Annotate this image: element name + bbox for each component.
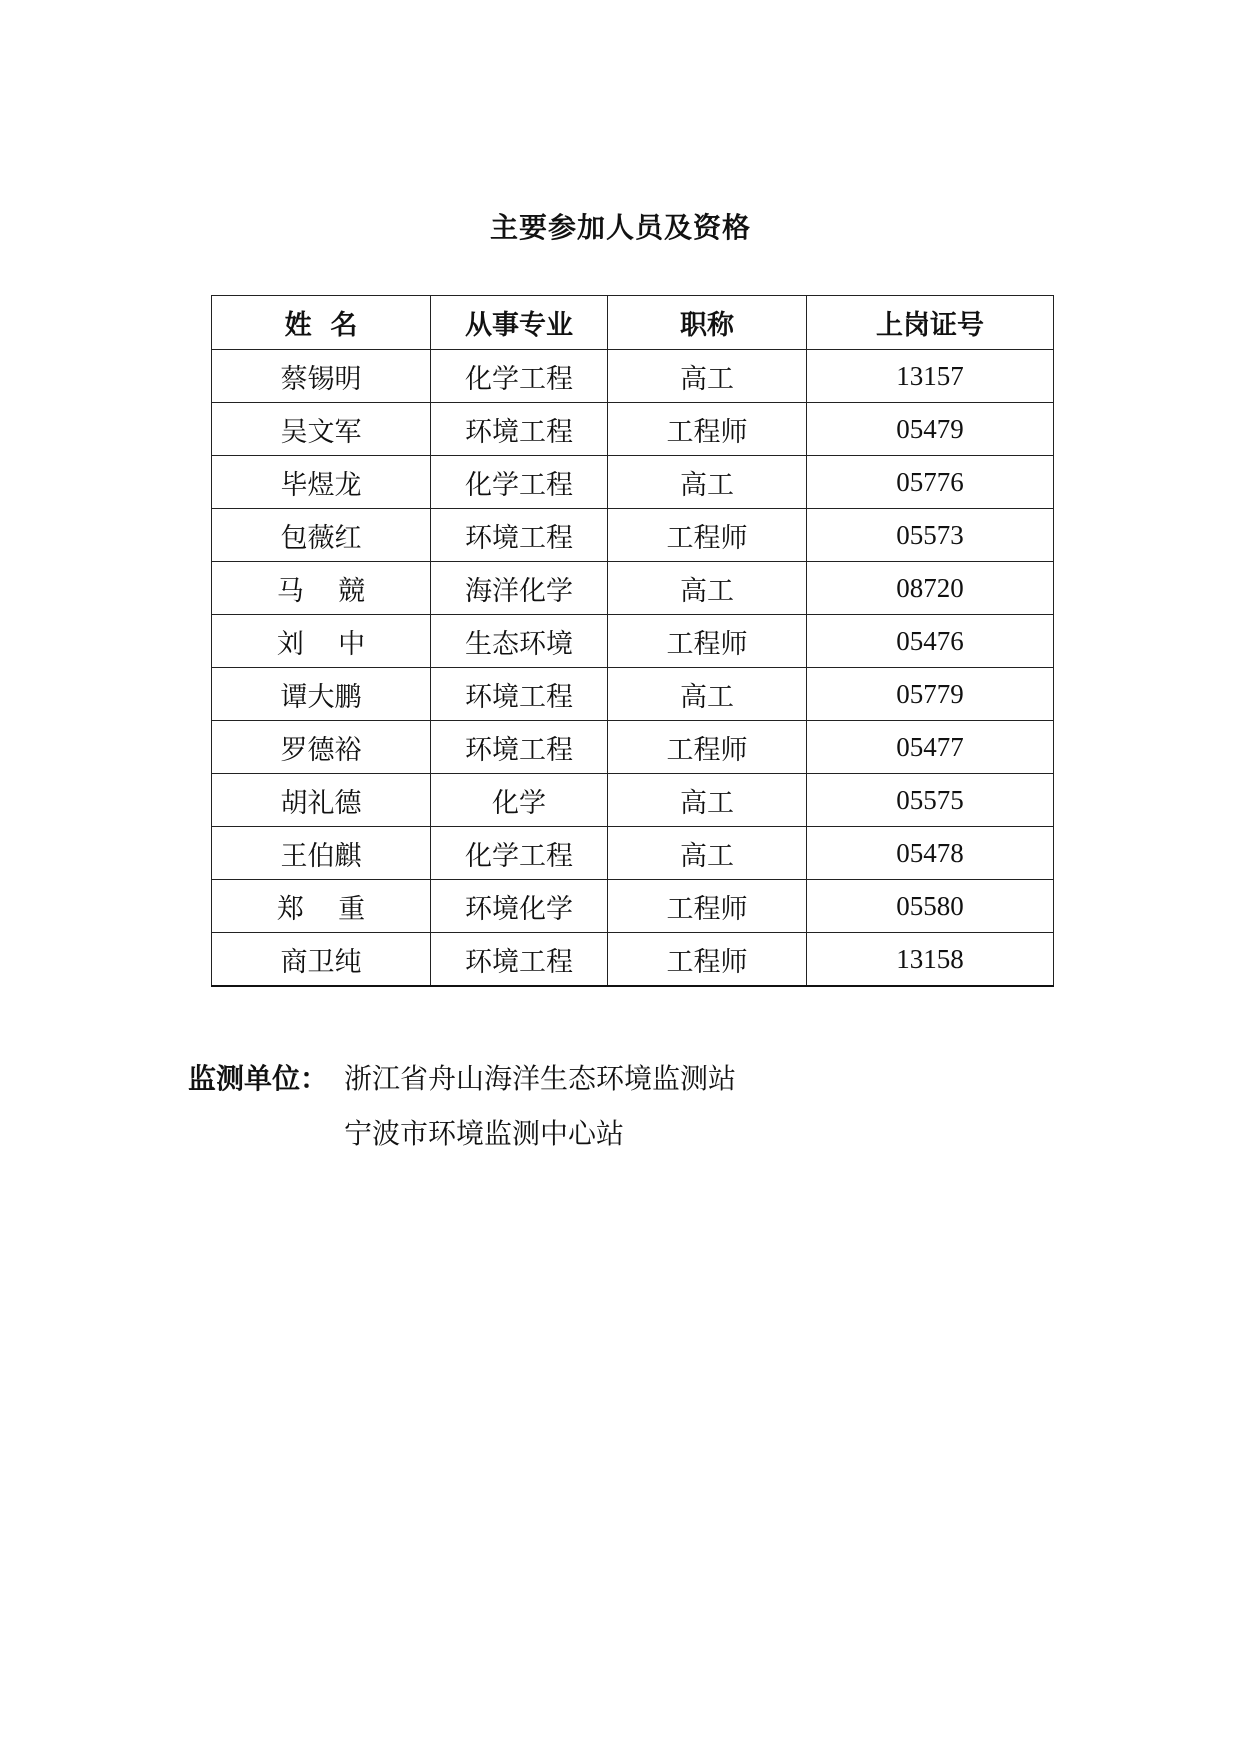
cell-major: 环境工程 bbox=[431, 933, 608, 987]
cell-title: 高工 bbox=[608, 774, 807, 827]
cell-major: 环境工程 bbox=[431, 403, 608, 456]
monitoring-units-label: 监测单位： bbox=[188, 1062, 329, 1095]
cell-name: 谭大鹏 bbox=[212, 668, 431, 721]
header-cert-number: 上岗证号 bbox=[807, 296, 1054, 350]
cell-major: 化学工程 bbox=[431, 827, 608, 880]
cell-major: 环境工程 bbox=[431, 721, 608, 774]
cell-cert-number: 08720 bbox=[807, 562, 1054, 615]
cell-title: 工程师 bbox=[608, 615, 807, 668]
cell-cert-number: 05776 bbox=[807, 456, 1054, 509]
cell-cert-number: 05779 bbox=[807, 668, 1054, 721]
cell-name: 罗德裕 bbox=[212, 721, 431, 774]
table-row bbox=[212, 668, 1054, 721]
cell-major: 生态环境 bbox=[431, 615, 608, 668]
table-row bbox=[212, 774, 1054, 827]
cell-major: 海洋化学 bbox=[431, 562, 608, 615]
cell-cert-number: 05479 bbox=[807, 403, 1054, 456]
header-name: 姓 名 bbox=[212, 296, 431, 350]
cell-major: 环境工程 bbox=[431, 668, 608, 721]
cell-title: 高工 bbox=[608, 456, 807, 509]
cell-major: 化学 bbox=[431, 774, 608, 827]
table-row bbox=[212, 880, 1054, 933]
cell-title: 高工 bbox=[608, 668, 807, 721]
staff-qualification-table bbox=[211, 295, 1054, 987]
cell-name: 蔡锡明 bbox=[212, 350, 431, 403]
cell-name: 商卫纯 bbox=[212, 933, 431, 987]
cell-title: 工程师 bbox=[608, 509, 807, 562]
monitoring-unit-2: 宁波市环境监测中心站 bbox=[344, 1117, 625, 1150]
cell-title: 高工 bbox=[608, 350, 807, 403]
cell-cert-number: 05476 bbox=[807, 615, 1054, 668]
cell-cert-number: 13157 bbox=[807, 350, 1054, 403]
cell-cert-number: 05573 bbox=[807, 509, 1054, 562]
cell-cert-number: 05478 bbox=[807, 827, 1054, 880]
table-row bbox=[212, 933, 1054, 987]
cell-cert-number: 05575 bbox=[807, 774, 1054, 827]
cell-name: 吴文军 bbox=[212, 403, 431, 456]
cell-name: 包薇红 bbox=[212, 509, 431, 562]
cell-title: 高工 bbox=[608, 827, 807, 880]
cell-major: 环境工程 bbox=[431, 509, 608, 562]
cell-name: 郑 重 bbox=[212, 880, 431, 933]
cell-title: 工程师 bbox=[608, 721, 807, 774]
cell-name: 毕煜龙 bbox=[212, 456, 431, 509]
cell-name: 胡礼德 bbox=[212, 774, 431, 827]
table-row bbox=[212, 615, 1054, 668]
document-title: 主要参加人员及资格 bbox=[489, 211, 751, 244]
cell-major: 化学工程 bbox=[431, 350, 608, 403]
table-row bbox=[212, 403, 1054, 456]
cell-name: 刘 中 bbox=[212, 615, 431, 668]
monitoring-unit-1: 浙江省舟山海洋生态环境监测站 bbox=[344, 1062, 737, 1095]
cell-cert-number: 05580 bbox=[807, 880, 1054, 933]
cell-cert-number: 05477 bbox=[807, 721, 1054, 774]
table-header-row bbox=[212, 296, 1054, 350]
cell-major: 环境化学 bbox=[431, 880, 608, 933]
cell-name: 王伯麒 bbox=[212, 827, 431, 880]
table-row bbox=[212, 562, 1054, 615]
cell-title: 工程师 bbox=[608, 403, 807, 456]
cell-major: 化学工程 bbox=[431, 456, 608, 509]
header-major: 从事专业 bbox=[431, 296, 608, 350]
header-title: 职称 bbox=[608, 296, 807, 350]
cell-title: 工程师 bbox=[608, 880, 807, 933]
table-row bbox=[212, 721, 1054, 774]
cell-title: 工程师 bbox=[608, 933, 807, 987]
table-row bbox=[212, 350, 1054, 403]
table-row bbox=[212, 509, 1054, 562]
table-row bbox=[212, 827, 1054, 880]
cell-cert-number: 13158 bbox=[807, 933, 1054, 987]
cell-name: 马 競 bbox=[212, 562, 431, 615]
cell-title: 高工 bbox=[608, 562, 807, 615]
table-row bbox=[212, 456, 1054, 509]
